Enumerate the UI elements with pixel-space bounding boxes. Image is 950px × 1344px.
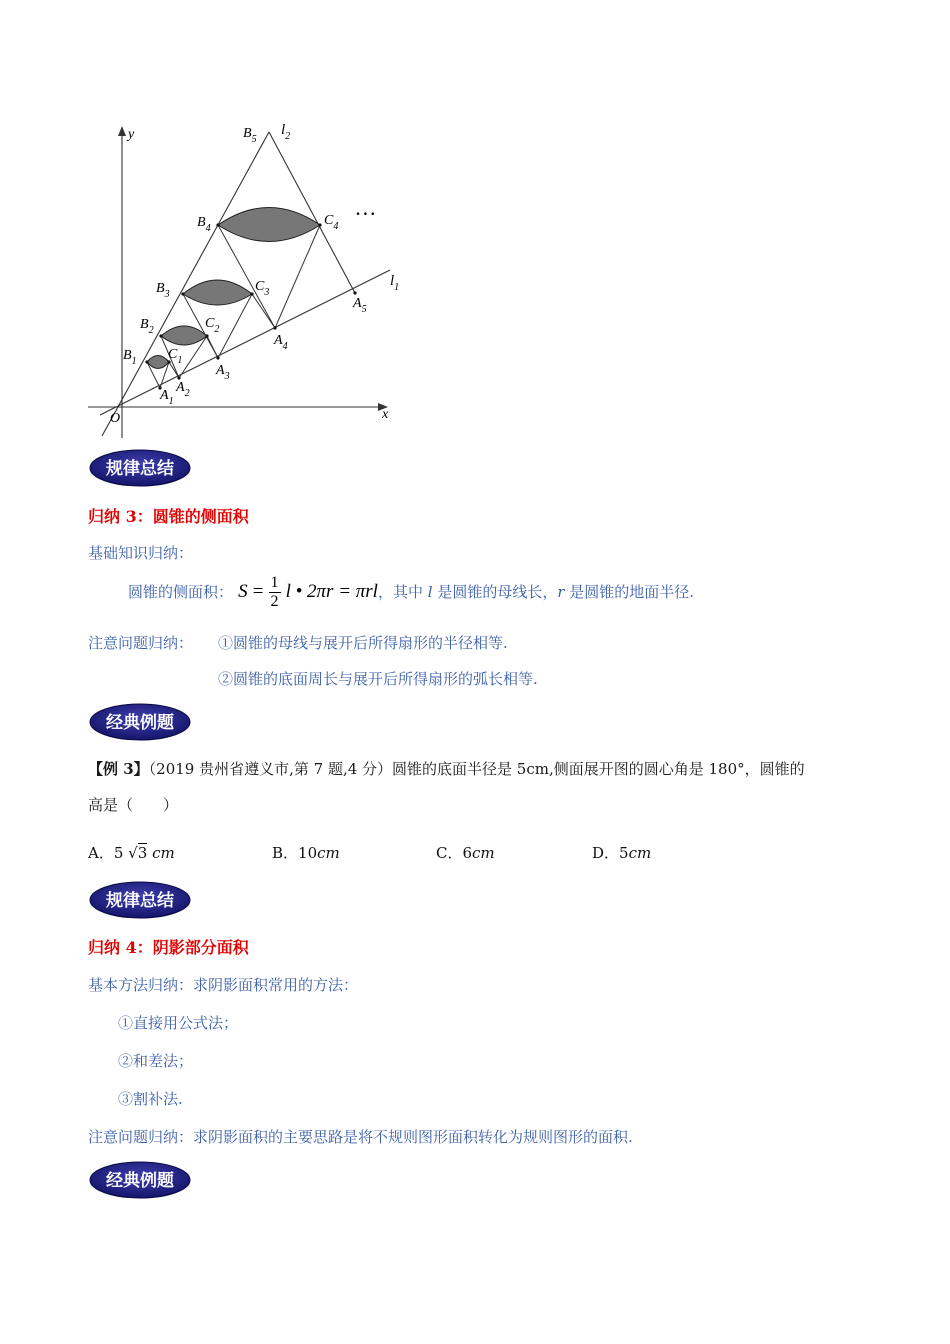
section3-basic-label: 基础知识归纳： (88, 544, 194, 562)
svg-text:经典例题: 经典例题 (106, 713, 174, 733)
y-axis-label: y (128, 127, 135, 142)
example3-line2: 高是（ ） (88, 796, 179, 814)
label-b2: $B_2$ (140, 317, 154, 336)
lens-2 (161, 326, 207, 345)
classic-example-badge (88, 702, 192, 742)
l1-label: $l_1$ (390, 273, 400, 293)
x-axis-label: x (382, 407, 389, 422)
origin-label: O (110, 411, 121, 426)
label-c2: $C_2$ (205, 316, 220, 335)
label-c3: $C_3$ (255, 279, 270, 298)
lateral-area-formula: 圆锥的侧面积： S = $\frac{1}{2}$ l • 2πr = πrl，其中 l 是圆锥的母线长，r 是圆锥的地面半径. (128, 574, 695, 610)
segment-c3-a4 (252, 294, 275, 328)
svg-text:规律总结: 规律总结 (106, 459, 174, 479)
lens-4 (218, 208, 320, 242)
label-a1: $A_1$ (160, 388, 174, 407)
lens-1 (147, 356, 169, 369)
l2-label: $l_2$ (281, 122, 291, 142)
label-a3: $A_3$ (216, 363, 230, 382)
section3-note-2: ②圆锥的底面周长与展开后所得扇形的弧长相等. (218, 670, 538, 688)
label-a2: $A_2$ (176, 380, 190, 399)
lens-3 (183, 280, 252, 305)
section3-note-label: 注意问题归纳： (88, 634, 194, 652)
choice-c: C．6cm (436, 844, 495, 862)
choice-b: B．10cm (272, 844, 340, 862)
example3-line1: 【例 3】（2019 贵州省遵义市,第 7 题,4 分）圆锥的底面半径是 5cm,侧面展开图的圆心角是 180°，圆锥的 (88, 760, 805, 778)
label-b5: $B_5$ (243, 126, 257, 145)
method-2: ②和差法； (118, 1052, 194, 1070)
section4-note-line: 注意问题归纳：求阴影面积的主要思路是将不规则图形面积转化为规则图形的面积. (88, 1128, 633, 1146)
label-c1: $C_1$ (168, 347, 183, 366)
rule-summary-badge-2 (88, 880, 192, 920)
rule-summary-badge (88, 448, 192, 488)
geometry-figure (88, 118, 400, 440)
choice-d: D．5cm (592, 844, 652, 862)
method-1: ①直接用公式法； (118, 1014, 239, 1032)
svg-text:规律总结: 规律总结 (106, 891, 174, 911)
label-c4: $C_4$ (324, 213, 339, 232)
classic-example-badge-2 (88, 1160, 192, 1200)
section4-heading: 归纳 4：阴影部分面积 (88, 938, 249, 957)
method-3: ③割补法. (118, 1090, 183, 1108)
section4-method-line: 基本方法归纳：求阴影面积常用的方法： (88, 976, 359, 994)
label-a4: $A_4$ (274, 333, 288, 352)
label-b1: $B_1$ (123, 348, 137, 367)
triangle-sequence-diagram (88, 118, 400, 440)
label-b3: $B_3$ (156, 281, 170, 300)
fraction-one-half: $\frac{1}{2}$ (270, 574, 279, 610)
y-axis-arrow (118, 126, 126, 136)
choice-a: A．5 √3 cm (88, 844, 175, 862)
label-b4: $B_4$ (197, 215, 211, 234)
svg-text:经典例题: 经典例题 (106, 1171, 174, 1191)
label-a5: $A_5$ (353, 296, 367, 315)
section3-heading: 归纳 3：圆锥的侧面积 (88, 507, 249, 526)
section3-note-1: ①圆锥的母线与展开后所得扇形的半径相等. (218, 634, 508, 652)
ellipsis: … (356, 195, 378, 220)
